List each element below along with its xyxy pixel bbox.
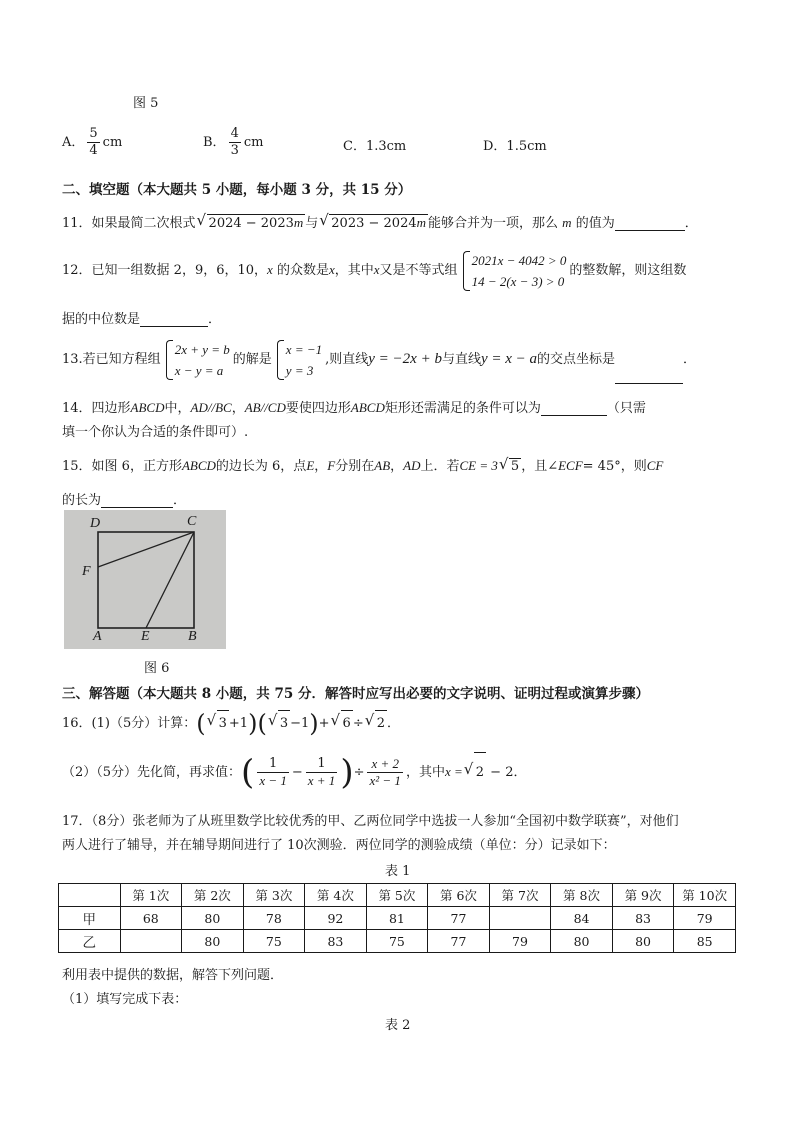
- question-15-line-2: [62, 489, 186, 508]
- q14-text-a: 14．四边形: [62, 401, 131, 416]
- q15-side-ad: AD: [403, 458, 421, 473]
- q15-cf: CF: [646, 458, 664, 473]
- q14-parallel-2: AB//CD: [244, 400, 286, 415]
- q13-text-1: 13.若已知方程组: [62, 352, 161, 367]
- label-b: B: [188, 629, 197, 644]
- table-cell: 77: [428, 907, 490, 930]
- question-14-line-2: 填一个你认为合适的条件即可）.: [62, 425, 249, 440]
- q13-line-1: y = −2x + b: [368, 351, 442, 367]
- q14-text-c: ，: [231, 401, 245, 416]
- table-cell: 92: [305, 907, 367, 930]
- table-cell: 80: [182, 907, 244, 930]
- q16-part2-expression: ( $\frac{1}{x - 1}$ − $\frac{1}{x + 1}$ )÷ $\frac{x + 2}{\text{x² − 1}}$: [241, 752, 401, 793]
- question-11: [62, 212, 698, 231]
- q13-text-3: ,则直线: [325, 352, 369, 367]
- table-cell: 80: [612, 930, 674, 953]
- table-cell: 81: [366, 907, 428, 930]
- table-cell: 68: [120, 907, 182, 930]
- question-15: [62, 455, 663, 474]
- q11-var-m: m: [562, 215, 572, 230]
- table-cell: [489, 907, 551, 930]
- q13-line-2: y = x − a: [480, 351, 538, 367]
- table-cell: 83: [612, 907, 674, 930]
- question-13: [62, 335, 696, 384]
- option-b: [203, 124, 263, 162]
- figure-6: [64, 510, 226, 649]
- row-header: 甲: [59, 907, 121, 930]
- table-cell: 79: [489, 930, 551, 953]
- square-abcd: [98, 532, 194, 628]
- table-cell: 80: [182, 930, 244, 953]
- q15-ce-eq: CE = 3: [459, 458, 498, 473]
- q15-text-1: 15．如图 6，正方形: [62, 459, 182, 474]
- option-a-unit: cm: [102, 135, 123, 150]
- label-f: F: [82, 564, 91, 579]
- table-cell: 84: [551, 907, 613, 930]
- q14-answer-blank[interactable]: [541, 401, 607, 416]
- q15-text-8: = 45°，则: [582, 459, 647, 474]
- q14-text-f: （只需: [606, 401, 646, 416]
- question-14: [62, 397, 646, 416]
- header-cell: 第 4次: [305, 884, 367, 907]
- q16-part2-where: ，其中: [405, 765, 445, 780]
- q12-var-x-2: x: [328, 262, 335, 277]
- q16-part1-expression: (√ 3 +1)(√ 3 −1)+√ 6 ÷√ 2 ．: [196, 716, 400, 731]
- header-cell: 第 1次: [120, 884, 182, 907]
- table-row-yi: [59, 930, 736, 953]
- table-cell: 78: [243, 907, 305, 930]
- q14-text-b: 中，: [164, 401, 191, 416]
- header-cell: 第 6次: [428, 884, 490, 907]
- question-17-sub-1: （1）填写完成下表：: [62, 992, 188, 1007]
- table-cell: 75: [366, 930, 428, 953]
- table-cell: 83: [305, 930, 367, 953]
- option-a-prefix: A．: [62, 135, 85, 150]
- header-cell: 第 2次: [182, 884, 244, 907]
- header-cell: 第 5次: [366, 884, 428, 907]
- question-17-line-1: 17．（8分）张老师为了从班里数学比较优秀的甲、乙两位同学中选拔一人参加“全国初中数学联赛”，对他们: [62, 814, 679, 829]
- label-a: A: [93, 629, 102, 644]
- table-row-jia: [59, 907, 736, 930]
- row-header: 乙: [59, 930, 121, 953]
- option-c: C．1.3cm: [343, 139, 407, 154]
- section-2-title: 二、填空题（本大题共 5 小题，每小题 3 分，共 15 分）: [62, 182, 412, 198]
- q15-square: ABCD: [181, 458, 216, 473]
- q12-var-x: x: [267, 262, 273, 277]
- q13-text-5: 的交点坐标是: [537, 352, 616, 367]
- q12-inequality-system: 2021x − 4042 > 0 14 − 2(x − 3) > 0: [461, 250, 567, 292]
- q15-radical: √ 5: [499, 458, 521, 474]
- label-d: D: [90, 516, 101, 531]
- q11-radical-2: √ 2023 − 2024m: [319, 214, 428, 231]
- header-cell: 第 7次: [489, 884, 551, 907]
- q12-text-3: ，其中: [334, 263, 374, 278]
- table-header-row: [59, 884, 736, 907]
- q13-text-4: 与直线: [441, 352, 481, 367]
- figure-6-caption: 图 6: [144, 661, 170, 676]
- q15-text-3: ，: [314, 459, 328, 474]
- q11-text-4: 的值为: [575, 216, 615, 231]
- table-cell: 80: [551, 930, 613, 953]
- table-cell: 75: [243, 930, 305, 953]
- q14-abcd-2: ABCD: [350, 400, 385, 415]
- table-cell: [120, 930, 182, 953]
- q12-text-2: 的众数是: [276, 263, 329, 278]
- question-12: [62, 248, 686, 293]
- option-b-prefix: B．: [203, 135, 226, 150]
- option-b-fraction: $\frac{4}{3}$: [230, 126, 239, 158]
- q12-answer-blank[interactable]: [140, 312, 208, 327]
- q13-text-2: 的解是: [232, 352, 272, 367]
- option-a: [62, 124, 122, 162]
- q11-text-1: 11．如果最简二次根式: [62, 216, 196, 231]
- q11-answer-blank[interactable]: [615, 216, 685, 231]
- q15-angle: ECF: [558, 458, 583, 473]
- q15-line2-text: 的长为: [62, 493, 102, 508]
- score-table: [58, 883, 736, 953]
- q15-text-2: 的边长为 6，点: [215, 459, 307, 474]
- q14-text-d: 要使四边形: [285, 401, 351, 416]
- q12-line2-end: ．: [208, 312, 222, 327]
- label-c: C: [187, 514, 197, 529]
- table-cell: 85: [674, 930, 736, 953]
- q16-part2-x: x =: [444, 764, 463, 779]
- q14-text-e: 矩形还需满足的条件可以为: [384, 401, 541, 416]
- option-b-unit: cm: [243, 135, 264, 150]
- q12-text-4: 又是不等式组: [379, 263, 458, 278]
- question-12-line-2: [62, 308, 221, 327]
- header-cell: 第 9次: [612, 884, 674, 907]
- table-cell: 77: [428, 930, 490, 953]
- q16-part1-label: 16．(1)（5分）计算：: [62, 716, 197, 731]
- q11-period: ．: [684, 216, 698, 231]
- q11-radical-1: √ 2024 − 2023m: [197, 214, 306, 231]
- option-d: D．1.5cm: [483, 139, 547, 154]
- q12-line2-text: 据的中位数是: [62, 312, 141, 327]
- q15-text-6: 上．若: [420, 459, 460, 474]
- label-e: E: [141, 629, 150, 644]
- table-1-title: 表 1: [385, 864, 411, 879]
- q13-period: ．: [683, 352, 697, 367]
- q16-part2-tail: − 2．: [486, 765, 527, 780]
- q15-point-f: F: [327, 458, 336, 473]
- question-16-part-1: [62, 710, 400, 737]
- q14-parallel-1: AD//BC: [190, 400, 232, 415]
- q14-abcd-1: ABCD: [130, 400, 165, 415]
- q16-part2-radical: √ 2: [464, 752, 486, 793]
- q11-text-3: 能够合并为一项，那么: [428, 216, 559, 231]
- section-3-title: 三、解答题（本大题共 8 小题，共 75 分．解答时应写出必要的文字说明、证明过程或演算步骤）: [62, 686, 649, 702]
- table-instruction: 利用表中提供的数据，解答下列问题．: [62, 968, 284, 983]
- q15-text-4: 分别在: [335, 459, 375, 474]
- q16-part2-label: （2）（5分）先化简，再求值：: [62, 765, 242, 780]
- question-17-line-2: 两人进行了辅导，并在辅导期间进行了 10次测验．两位同学的测验成绩（单位：分）记录如下：: [62, 838, 616, 853]
- q15-line2-end: ．: [173, 493, 187, 508]
- q13-solution-system: x = −1 y = 3: [275, 339, 322, 381]
- table-2-title: 表 2: [385, 1018, 411, 1033]
- q12-var-x-3: x: [373, 262, 380, 277]
- q13-answer-blank[interactable]: [615, 369, 683, 384]
- q15-point-e: E: [306, 458, 315, 473]
- q15-side-ab: AB: [374, 458, 391, 473]
- question-16-part-2: [62, 752, 526, 793]
- q12-text-1: 12．已知一组数据 2，9，6，10，: [62, 263, 268, 278]
- q15-answer-blank[interactable]: [101, 493, 173, 508]
- header-cell: [59, 884, 121, 907]
- header-cell: 第 8次: [551, 884, 613, 907]
- option-a-fraction: $\frac{5}{4}$: [89, 126, 98, 158]
- q15-text-7: ，且∠: [521, 459, 559, 474]
- q13-equation-system: 2x + y = b x − y = a: [164, 339, 230, 381]
- q12-text-5: 的整数解，则这组数: [569, 263, 687, 278]
- table-cell: 79: [674, 907, 736, 930]
- header-cell: 第 10次: [674, 884, 736, 907]
- header-cell: 第 3次: [243, 884, 305, 907]
- q15-text-5: ，: [390, 459, 404, 474]
- q11-text-2: 与: [305, 216, 319, 231]
- figure-5-caption: 图 5: [133, 96, 159, 111]
